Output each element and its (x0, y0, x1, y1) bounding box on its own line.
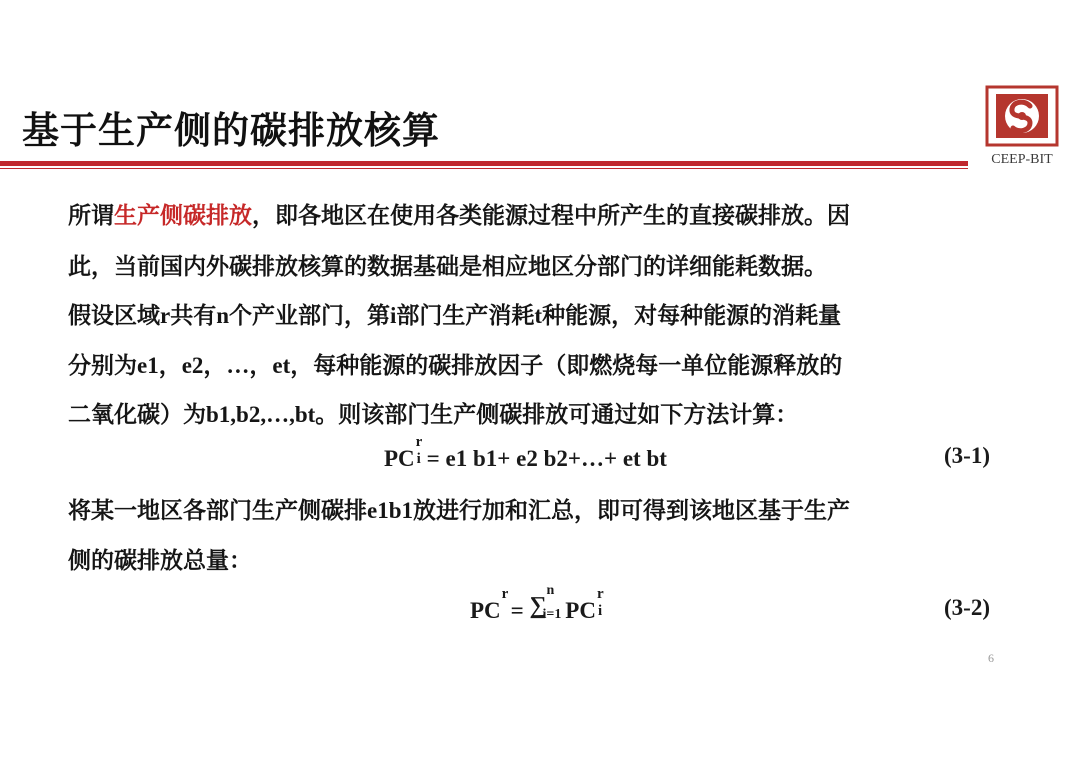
text: 假设区域 (68, 303, 160, 329)
formula-symbol: PC (565, 598, 596, 623)
title-underline-thin (0, 168, 968, 169)
text: ，每种能源的碳排放因子（即燃烧每一单位能源释放的 (290, 353, 843, 379)
equation-number-3-1: (3-1) (944, 443, 990, 468)
variable: r (160, 303, 171, 328)
variable: i (390, 303, 397, 328)
formula-indices (596, 586, 608, 619)
paragraph-2-line-2 (68, 347, 842, 380)
title-underline-thick (0, 161, 968, 166)
formula-rhs: = e1 b1+ e2 b2+…+ et bt (426, 446, 667, 471)
variable: n (216, 303, 230, 328)
sum-icon: ∑ (529, 593, 547, 619)
sum-lower-limit: i=1 (542, 607, 562, 622)
formula-indices (501, 586, 511, 618)
variable: t (534, 303, 543, 328)
highlight-term: 生产侧碳排放 (114, 203, 252, 229)
formula-symbol: PC (470, 598, 501, 623)
text: 部门生产消耗 (396, 303, 535, 329)
text: ，即各地区在使用各类能源过程中所产生的直接碳排放。因 (252, 203, 850, 229)
text: 共有 (170, 303, 217, 329)
text: 种能源，对每种能源的消耗量 (542, 303, 842, 329)
variable: e1b1 (367, 498, 413, 523)
text: 二氧化碳）为 (68, 402, 206, 428)
variable-list: b1,b2,…,bt (206, 402, 316, 427)
equals: = (510, 598, 530, 623)
formula-symbol: PC (384, 446, 415, 471)
text: 放进行加和汇总，即可得到该地区基于生产 (413, 498, 850, 524)
paragraph-2-line-1 (68, 297, 841, 330)
text: 所谓 (68, 203, 114, 229)
subscript: i (416, 451, 421, 467)
superscript: r (596, 586, 604, 602)
text: 。则该部门生产侧碳排放可通过如下方法计算： (315, 402, 799, 428)
equation-number-3-2: (3-2) (944, 595, 990, 620)
formula-indices (415, 434, 427, 467)
page-number: 6 (988, 651, 994, 665)
formula-3-2 (470, 583, 608, 624)
subscript: i (597, 603, 603, 619)
paragraph-3-line-1 (68, 492, 850, 525)
paragraph-2-line-3 (68, 396, 798, 429)
paragraph-1-line-1 (68, 197, 850, 230)
superscript: r (415, 434, 423, 450)
text: 分别为 (68, 353, 137, 379)
text: 个产业部门，第 (229, 303, 391, 329)
sum-upper-limit: n (546, 583, 555, 598)
text: 将某一地区各部门生产侧碳排 (68, 498, 367, 524)
summation (529, 583, 562, 622)
paragraph-1-line-2: 此，当前国内外碳排放核算的数据基础是相应地区分部门的详细能耗数据。 (68, 254, 827, 280)
ceep-logo-icon (984, 84, 1060, 148)
formula-3-1 (384, 434, 667, 472)
logo-text: CEEP-BIT (991, 152, 1053, 167)
variable-list: e1，e2，…，et (137, 353, 291, 378)
superscript: r (501, 586, 509, 602)
page-title: 基于生产侧的碳排放核算 (22, 109, 440, 152)
paragraph-3-line-2: 侧的碳排放总量： (68, 548, 252, 574)
